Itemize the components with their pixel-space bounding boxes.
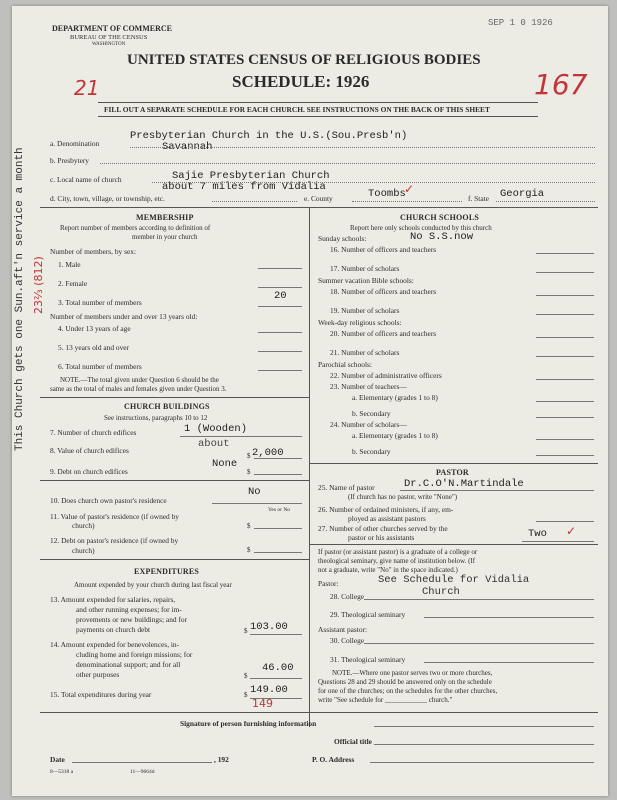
membership-heading: MEMBERSHIP [136, 213, 194, 222]
value-other-churches[interactable]: Two [528, 528, 547, 540]
value-pastor-residence[interactable]: No [248, 486, 261, 498]
label-total-members: 3. Total number of members [58, 298, 142, 307]
label-residence-debt-1: 12. Debt on pastor's residence (if owned by [50, 536, 179, 545]
label-presbytery: b. Presbytery [50, 156, 89, 165]
form-code-right: 11—9664d [130, 769, 155, 775]
graduate-note-3: not a graduate, write "No" in the space indicated.) [318, 566, 458, 574]
label-female: 2. Female [58, 279, 88, 288]
label-by-age: Number of members under and over 13 years old: [50, 312, 198, 321]
value-see-schedule-church[interactable]: Church [422, 586, 460, 598]
bureau-name: BUREAU OF THE CENSUS [70, 34, 148, 41]
label-exp-salaries-3: provements or new buildings; and for [76, 615, 188, 624]
label-exp-benevolences-1: 14. Amount expended for benevolences, in- [50, 640, 180, 649]
label-by-sex: Number of members, by sex: [50, 247, 136, 256]
pastor-heading: PASTOR [436, 468, 469, 477]
value-local-name[interactable]: Sajie Presbyterian Church [172, 170, 330, 182]
label-q30: 30. College [330, 636, 365, 645]
handwritten-number-left: 21 [74, 76, 100, 100]
buildings-heading: CHURCH BUILDINGS [124, 402, 210, 411]
value-pastor-name[interactable]: Dr.C.O'N.Martindale [404, 478, 524, 490]
value-state[interactable]: Georgia [500, 188, 545, 200]
label-residence-value-1: 11. Value of pastor's residence (if owned by [50, 512, 179, 521]
expenditures-intro: Amount expended by your church during last fiscal year [74, 581, 232, 589]
label-q24a: a. Elementary (grades 1 to 8) [352, 431, 438, 440]
label-under-13: 4. Under 13 years of age [58, 324, 131, 333]
label-q21: 21. Number of scholars [330, 348, 400, 357]
label-state: f. State [468, 194, 489, 203]
label-q27a: 27. Number of other churches served by the [318, 524, 448, 533]
label-q31: 31. Theological seminary [330, 655, 406, 664]
handwritten-check-pastor: ✓ [566, 524, 577, 538]
label-total-members-age: 6. Total number of members [58, 362, 142, 371]
membership-note-1: NOTE.—The total given under Question 6 should be the [60, 376, 219, 384]
label-vacation: Summer vacation Bible schools: [318, 276, 414, 285]
census-form-page: DEPARTMENT OF COMMERCE BUREAU OF THE CENSUS WASHINGTON SEP 1 0 1926 UNITED STATES CENSUS OF RELIGIOUS BODIES SCHEDULE: 1926 21 167 FILL OUT A SEPARATE SCHEDULE FOR EACH CHURCH. SEE INSTRUCTIONS ON THE BACK OF THIS SHEET This Church gets one Sun.aft'n service a month 23⅔ (812) a. Denomination Presbyterian Church in the U.S.(Sou.Presb'n) Savannah b. Presbytery c. Local name of church Sajie Presbyterian Church about 7 miles from Vidalia d. City, town, village, or township, etc. e. County Toombs ✓ f. State Georgia MEMBERSHIP Report number of members according to definition of member in your church Number of members, by sex: 1. Male 2. Female 3. Total number of members 20 Number of members under and over 13 years old: 4. Under 13 years of age 5. 13 years old and over 6. Total number of members NOTE.—The total given under Question 6 should be the same as the total of males and females given under Question 3. CHURCH BUILDINGS See instructions, paragraphs 10 to 12 7. Number of church edifices 1 (Wooden) 8. Value of church edifices about 2,000 $ None 9. Debt on church edifices $ 10. Does church own pastor's residence No Yes or No 11. Value of pastor's residence (if owned by church) $ 12. Debt on pastor's residence (if owned by church) $ EXPENDITURES Amount expended by your church during last fiscal year 13. Amount expended for salaries, repairs, and other running expenses; for im- provements or new buildings; and for payments on church debt $ 103.00 14. Amount expended for benevolences, in- cluding home and foreign missions; for denominational support; and for all other purposes $ 46.00 15. Total expenditures during year $ 149.00 149 CHURCH SCHOOLS Report here only schools conducted by this church Sunday schools: No S.S.now 16. Number of officers and teachers 17. Number of scholars Summer vacation Bible schools: 18. Number of officers and teachers 19. Number of scholars Week-day religious schools: 20. Number of officers and teachers 21. Number of scholars Parochial schools: 22. Number of administrative officers 23. Number of teachers— a. Elementary (grades 1 to 8) b. Secondary 24. Number of scholars— a. Elementary (grades 1 to 8) b. Secondary PASTOR 25. Name of pastor Dr.C.O'N.Martindale (If church has no pastor, write "None") 26. Number of ordained ministers, if any, em- ployed as assistant pastors 27. Number of other churches served by the pastor or his assistants Two ✓ If pastor (or assistant pastor) is a graduate of a college or theological seminary, give name of institution below. (If not a graduate, write "No" in the space indicated.) Pastor: See Schedule for Vidalia Church 28. College 29. Theological seminary Assistant pastor: 30. College 31. Theological seminary NOTE.—Where one pastor serves two or more churches, Questions 28 and 29 should be answered only on the schedule for one of the churches; on the schedules for the other churches, write "See schedule for ____________ church." Signature of person furnishing information Official title Date , 192 P. O. Address 8—5318 a 11—9664d [12, 6, 608, 796]
label-exp-benevolences-3: denominational support; and for all [76, 660, 181, 669]
label-year: , 192 [214, 755, 229, 764]
label-q29: 29. Theological seminary [330, 610, 406, 619]
label-assistant-pastor: Assistant pastor: [318, 625, 368, 634]
label-parochial: Parochial schools: [318, 360, 372, 369]
value-exp-benevolences[interactable]: 46.00 [262, 662, 294, 674]
label-exp-benevolences-2: cluding home and foreign missions; for [76, 650, 193, 659]
handwritten-side-number: 23⅔ (812) [32, 256, 45, 314]
label-q26b: ployed as assistant pastors [348, 514, 426, 523]
label-exp-salaries-2: and other running expenses; for im- [76, 605, 182, 614]
label-sunday-schools: Sunday schools: [318, 234, 367, 243]
label-q22: 22. Number of administrative officers [330, 371, 442, 380]
yes-no-hint: Yes or No [268, 507, 291, 513]
value-location-note[interactable]: about 7 miles from Vidalia [162, 181, 326, 193]
label-exp-benevolences-4: other purposes [76, 670, 120, 679]
label-q26a: 26. Number of ordained ministers, if any, em- [318, 505, 454, 514]
label-male: 1. Male [58, 260, 81, 269]
label-q27b: pastor or his assistants [348, 533, 415, 542]
label-county: e. County [304, 194, 333, 203]
pastor-note-3: for one of the churches; on the schedules for the other churches, [318, 687, 498, 695]
label-q18: 18. Number of officers and teachers [330, 287, 437, 296]
membership-note-2: same as the total of males and females given under Question 3. [50, 385, 227, 393]
label-q20: 20. Number of officers and teachers [330, 329, 437, 338]
schools-heading: CHURCH SCHOOLS [400, 213, 480, 222]
form-schedule: SCHEDULE: 1926 [232, 72, 370, 91]
value-edifices[interactable]: 1 (Wooden) [184, 423, 248, 435]
label-exp-total: 15. Total expenditures during year [50, 690, 152, 699]
label-local-name: c. Local name of church [50, 175, 122, 184]
value-total-members[interactable]: 20 [274, 290, 287, 302]
label-date: Date [50, 755, 65, 764]
pastor-note-4: write "See schedule for ____________ church." [318, 696, 453, 704]
label-weekday: Week-day religious schools: [318, 318, 402, 327]
label-edifice-value: 8. Value of church edifices [50, 446, 129, 455]
instruction-banner: FILL OUT A SEPARATE SCHEDULE FOR EACH CHURCH. SEE INSTRUCTIONS ON THE BACK OF THIS SHEET [104, 105, 490, 114]
department-name: DEPARTMENT OF COMMERCE [52, 24, 173, 33]
label-pastor-sub: Pastor: [318, 579, 339, 588]
expenditures-heading: EXPENDITURES [134, 567, 200, 576]
value-exp-total[interactable]: 149.00 [250, 684, 288, 696]
label-city: d. City, town, village, or township, etc. [50, 194, 165, 203]
value-denomination[interactable]: Presbyterian Church in the U.S.(Sou.Presb'n) [130, 130, 408, 142]
pastor-note-1: NOTE.—Where one pastor serves two or more churches, [332, 669, 493, 677]
received-stamp: SEP 1 0 1926 [488, 18, 553, 28]
value-edifice-note[interactable]: about [198, 438, 230, 450]
form-code-left: 8—5318 a [50, 769, 74, 775]
label-signature: Signature of person furnishing information [180, 719, 317, 728]
value-exp-salaries[interactable]: 103.00 [250, 621, 288, 633]
label-q24b: b. Secondary [352, 447, 391, 456]
value-debt-edifices[interactable]: None [212, 458, 238, 470]
label-q23b: b. Secondary [352, 409, 391, 418]
value-presbytery[interactable]: Savannah [162, 141, 213, 153]
label-q25: 25. Name of pastor [318, 483, 375, 492]
label-q23: 23. Number of teachers— [330, 382, 407, 391]
label-residence-debt-2: church) [72, 546, 95, 555]
pastor-none-hint: (If church has no pastor, write "None") [348, 493, 458, 501]
value-county[interactable]: Toombs [368, 188, 406, 200]
handwritten-number-right: 167 [534, 68, 588, 101]
label-pastor-residence: 10. Does church own pastor's residence [50, 496, 167, 505]
label-official-title: Official title [334, 737, 372, 746]
side-annotation: This Church gets one Sun.aft'n service a month [14, 147, 26, 451]
value-see-schedule[interactable]: See Schedule for Vidalia [378, 574, 530, 586]
label-debt-edifices: 9. Debt on church edifices [50, 467, 128, 476]
graduate-note-2: theological seminary, give name of institution below. (If [318, 557, 476, 565]
label-denomination: a. Denomination [50, 139, 100, 148]
label-q17: 17. Number of scholars [330, 264, 400, 273]
label-q23a: a. Elementary (grades 1 to 8) [352, 393, 438, 402]
label-q19: 19. Number of scholars [330, 306, 400, 315]
schools-intro: Report here only schools conducted by this church [350, 224, 492, 232]
pastor-note-2: Questions 28 and 29 should be answered only on the schedule [318, 678, 492, 686]
buildings-intro: See instructions, paragraphs 10 to 12 [104, 414, 208, 422]
label-edifices: 7. Number of church edifices [50, 428, 137, 437]
label-po-address: P. O. Address [312, 755, 355, 764]
label-q28: 28. College [330, 592, 365, 601]
label-residence-value-2: church) [72, 521, 95, 530]
handwritten-total: 149 [252, 697, 273, 710]
label-q24: 24. Number of scholars— [330, 420, 407, 429]
label-q16: 16. Number of officers and teachers [330, 245, 437, 254]
handwritten-check-county: ✓ [404, 182, 415, 196]
membership-intro-1: Report number of members according to definition of [60, 224, 211, 232]
value-sunday-schools[interactable]: No S.S.now [410, 231, 474, 243]
value-edifice-value[interactable]: 2,000 [252, 447, 284, 459]
form-title: UNITED STATES CENSUS OF RELIGIOUS BODIES [127, 52, 481, 68]
bureau-city: WASHINGTON [92, 42, 126, 47]
label-13-and-over: 5. 13 years old and over [58, 343, 130, 352]
membership-intro-2: member in your church [132, 233, 198, 241]
label-exp-salaries-1: 13. Amount expended for salaries, repairs, [50, 595, 176, 604]
graduate-note-1: If pastor (or assistant pastor) is a graduate of a college or [318, 548, 478, 556]
label-exp-salaries-4: payments on church debt [76, 625, 151, 634]
